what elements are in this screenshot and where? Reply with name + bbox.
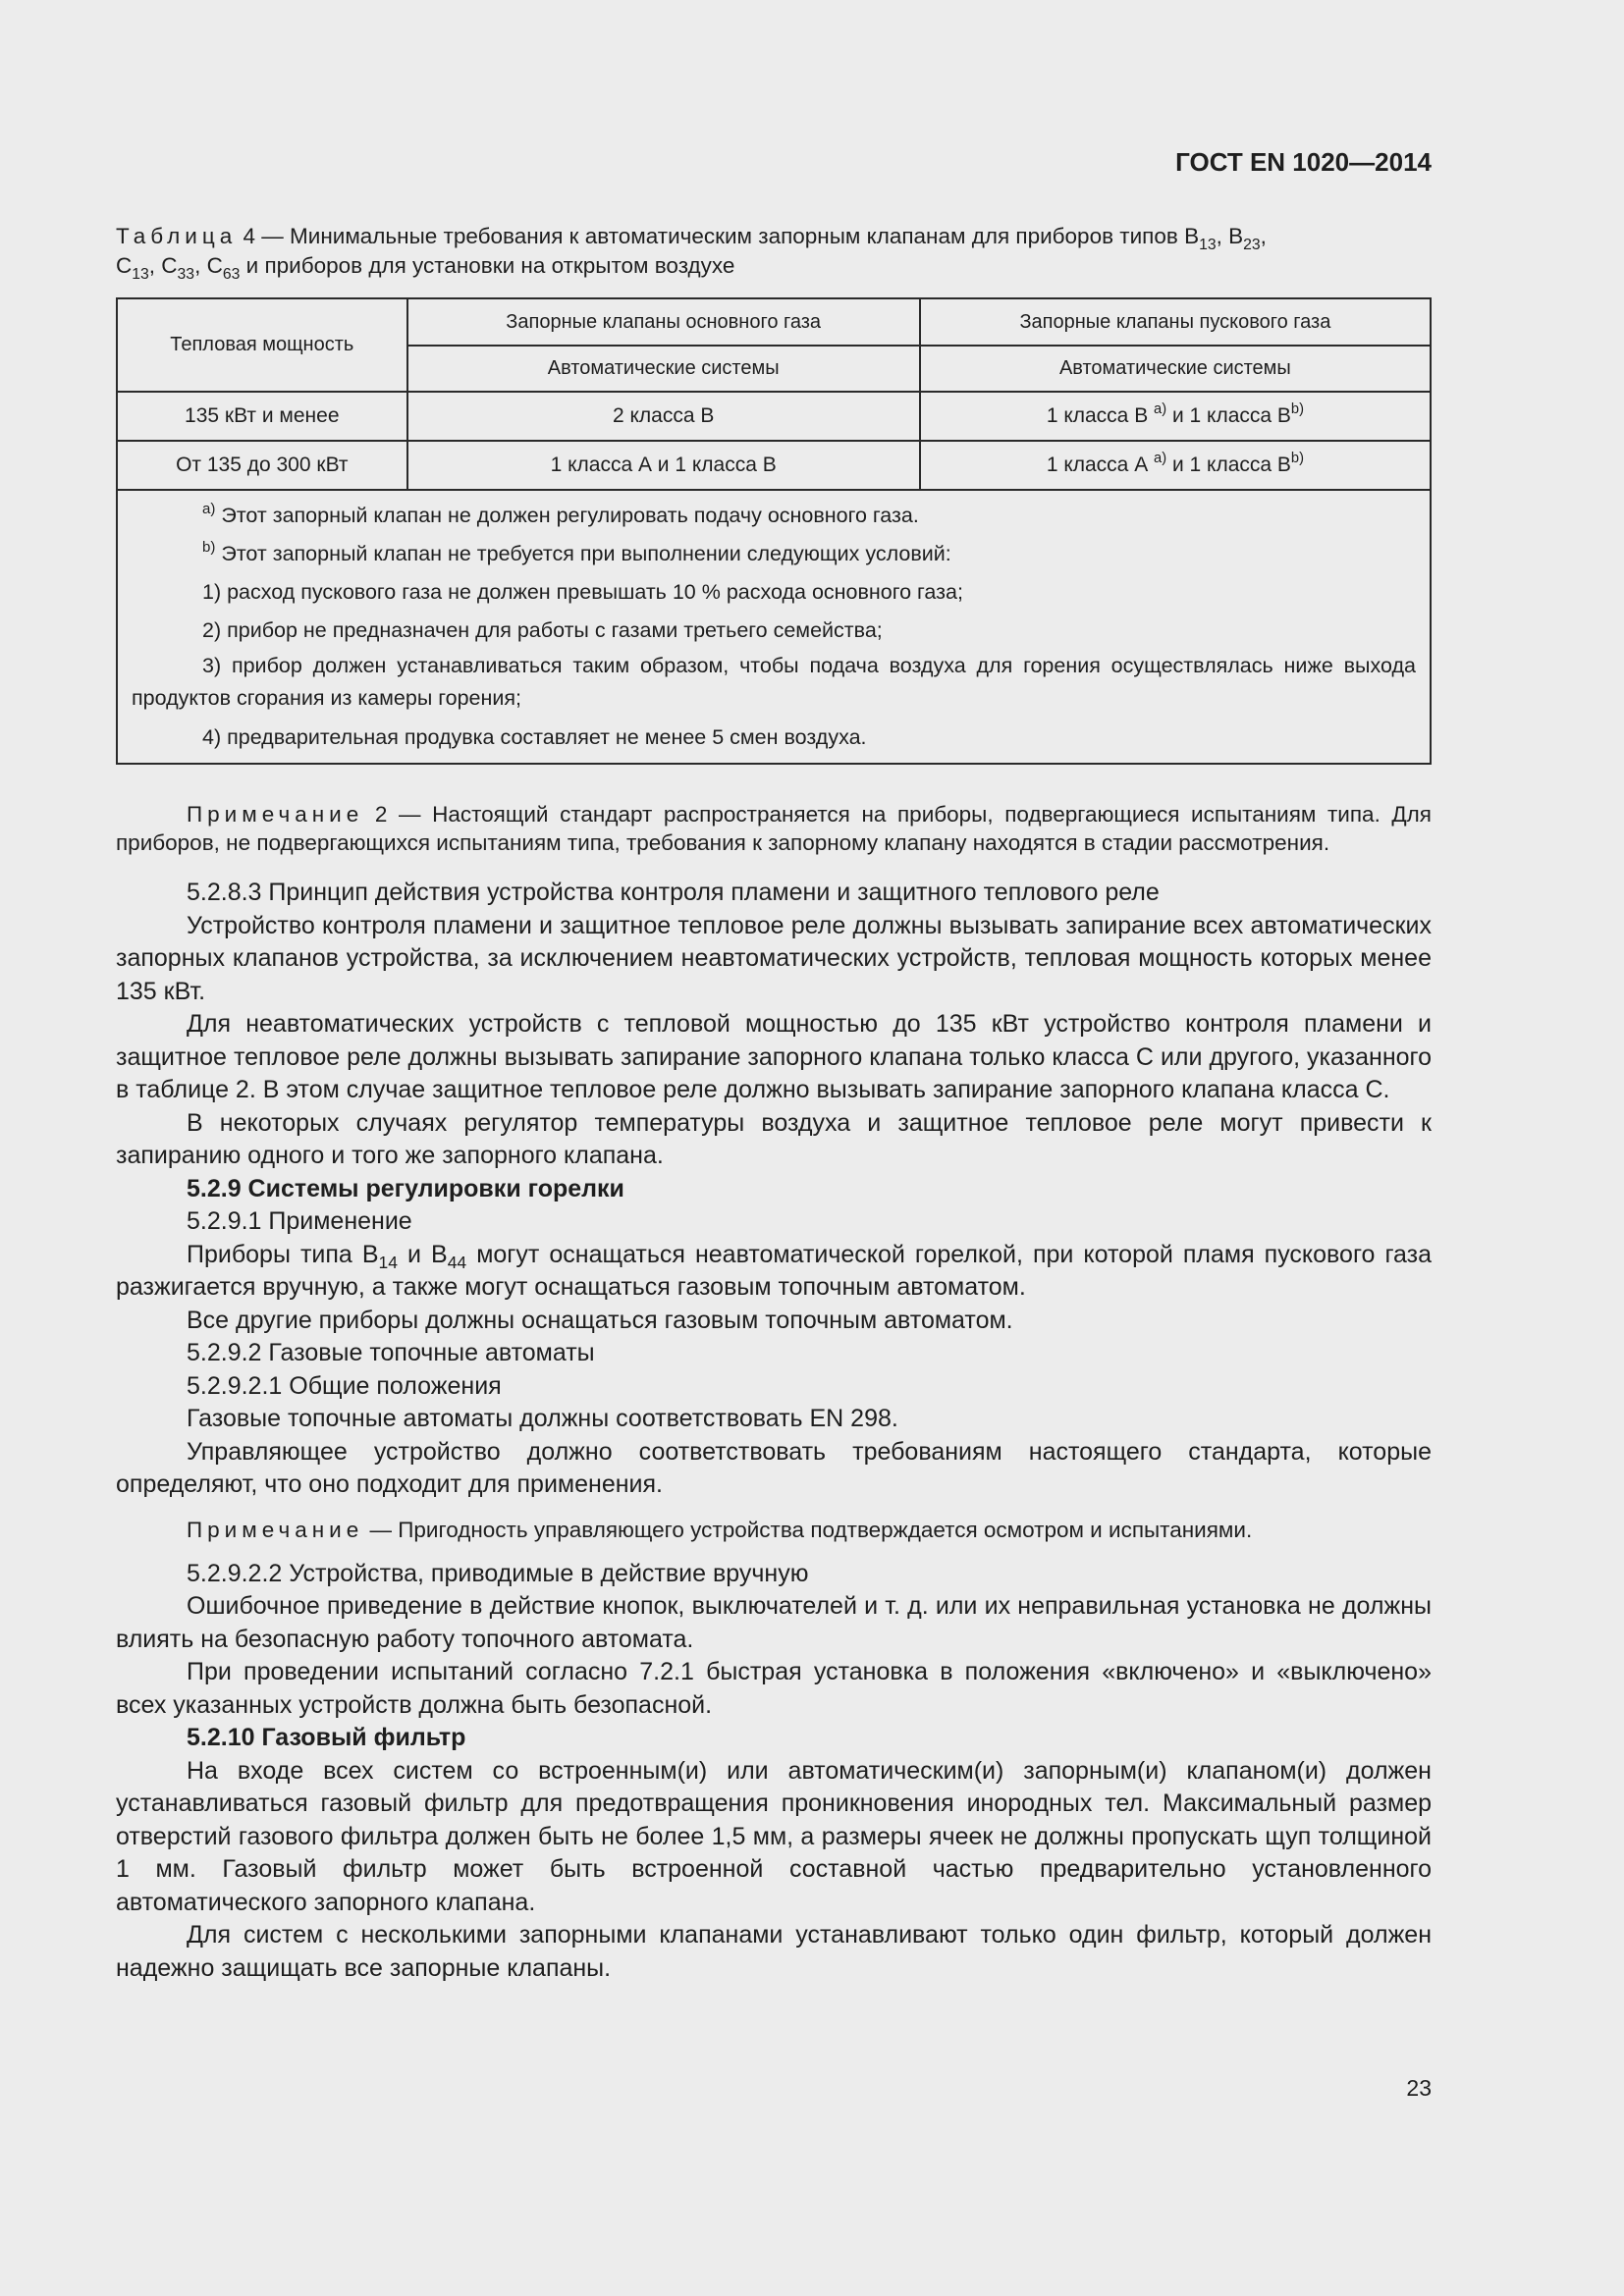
- table-caption-label: Таблица: [116, 224, 238, 248]
- table-header-row: [117, 298, 1431, 346]
- paragraph: При проведении испытаний согласно 7.2.1 быстрая установка в положения «включено» и «выключено» всех указанных устройств должна быть безопасной.: [116, 1658, 1432, 1719]
- section-heading: 5.2.9.2.2 Устройства, приводимые в действие вручную: [187, 1559, 809, 1587]
- cell-power: От 135 до 300 кВт: [117, 441, 407, 490]
- paragraph: Ошибочное приведение в действие кнопок, выключателей и т. д. или их неправильная установка не должны влиять на безопасную работу топочного автомата.: [116, 1592, 1432, 1653]
- header-main-valves: Запорные клапаны основного газа: [407, 298, 920, 346]
- footnote-condition: 1) расход пускового газа не должен превышать 10 % расхода основного газа;: [202, 580, 963, 604]
- header-start-valves: Запорные клапаны пускового газа: [920, 298, 1431, 346]
- cell-power: 135 кВт и менее: [117, 392, 407, 441]
- subheader-main-auto: Автоматические системы: [407, 346, 920, 392]
- note-2: Примечание 2 — Настоящий стандарт распространяется на приборы, подвергающиеся испытаниям типа. Для приборов, не подвергающихся испытаниям типа, требования к запорному клапану находятся в стадии рассмотрения.: [116, 802, 1432, 855]
- paragraph: Для неавтоматических устройств с тепловой мощностью до 135 кВт устройство контроля пламени и защитное тепловое реле должны вызывать запирание запорного клапана только класса С или другого, указанного в таблице 2. В этом случае защитное тепловое реле должно вызывать запирание запорного клапана класса С.: [116, 1010, 1432, 1103]
- table-caption: Таблица 4 — Минимальные требования к автоматическим запорным клапанам для приборов типов $B_{13}$, $B_{23}$, $C_{13}$, $C_{33}$, $C_{63}$ и приборов для установки на открытом воздухе: [116, 224, 1267, 283]
- section-heading: 5.2.9.2.1 Общие положения: [187, 1371, 502, 1400]
- paragraph: Все другие приборы должны оснащаться газовым топочным автоматом.: [187, 1306, 1013, 1334]
- paragraph: Приборы типа $B_{14}$ и $B_{44}$ могут оснащаться неавтоматической горелкой, при которой пламя пускового газа разжигается вручную, а также могут оснащаться газовым топочным автоматом.: [116, 1240, 1433, 1301]
- cell-start: 1 класса А $^{a)}$ и 1 класса $В^{b)}$: [920, 441, 1431, 490]
- requirements-table: [116, 297, 1432, 765]
- section-heading: 5.2.10 Газовый фильтр: [187, 1724, 466, 1751]
- paragraph: Газовые топочные автоматы должны соответствовать EN 298.: [187, 1405, 898, 1432]
- paragraph: Устройство контроля пламени и защитное тепловое реле должны вызывать запирание всех автоматических запорных клапанов устройства, за исключением неавтоматических устройств, тепловая мощность которых менее 135 кВт.: [116, 911, 1432, 1005]
- paragraph: Управляющее устройство должно соответствовать требованиям настоящего стандарта, которые определяют, что оно подходит для применения.: [116, 1437, 1432, 1498]
- footnote-condition: 2) прибор не предназначен для работы с газами третьего семейства;: [202, 618, 883, 642]
- footnote-condition: 4) предварительная продувка составляет не менее 5 смен воздуха.: [202, 725, 867, 749]
- footnote-a: $^{a)}$ Этот запорный клапан не должен регулировать подачу основного газа.: [202, 501, 919, 527]
- cell-main: 2 класса В: [407, 392, 920, 441]
- paragraph: Для систем с несколькими запорными клапанами устанавливают только один фильтр, который должен надежно защищать все запорные клапаны.: [116, 1921, 1432, 1982]
- body-text: [116, 800, 1432, 1985]
- section-heading: 5.2.9.1 Применение: [187, 1207, 412, 1235]
- note-3: Примечание — Пригодность управляющего устройства подтверждается осмотром и испытаниями.: [187, 1517, 1253, 1542]
- cell-start: 1 класса В $^{a)}$ и 1 класса $В^{b)}$: [920, 392, 1431, 441]
- table-notes-row: [117, 490, 1431, 764]
- header-power: Тепловая мощность: [117, 298, 407, 392]
- section-heading: 5.2.9 Системы регулировки горелки: [187, 1174, 624, 1202]
- table-row: [117, 441, 1431, 490]
- paragraph: В некоторых случаях регулятор температуры воздуха и защитное тепловое реле могут привести к запиранию одного и того же запорного клапана.: [116, 1108, 1432, 1169]
- page-number: 23: [1406, 2075, 1432, 2101]
- footnote-b: $^{b)}$ Этот запорный клапан не требуется при выполнении следующих условий:: [202, 539, 951, 565]
- section-heading: 5.2.8.3 Принцип действия устройства контроля пламени и защитного теплового реле: [187, 879, 1160, 906]
- document-code: ГОСТ EN 1020—2014: [1175, 147, 1432, 177]
- footnote-condition: 3) прибор должен устанавливаться таким образом, чтобы подача воздуха для горения осуществлялась ниже выхода продуктов сгорания из камеры горения;: [132, 654, 1416, 710]
- paragraph: На входе всех систем со встроенным(и) или автоматическим(и) запорным(и) клапаном(и) должен устанавливаться газовый фильтр для предотвращения проникновения инородных тел. Максимальный размер отверстий газового фильтра должен быть не более 1,5 мм, а размеры ячеек не должны пропускать щуп толщиной 1 мм. Газовый фильтр может быть встроенной составной частью предварительно установленного автоматического запорного клапана.: [116, 1756, 1432, 1916]
- subheader-start-auto: Автоматические системы: [920, 346, 1431, 392]
- table-row: [117, 392, 1431, 441]
- table-footnotes: [117, 490, 1431, 764]
- cell-main: 1 класса А и 1 класса В: [407, 441, 920, 490]
- section-heading: 5.2.9.2 Газовые топочные автоматы: [187, 1339, 595, 1366]
